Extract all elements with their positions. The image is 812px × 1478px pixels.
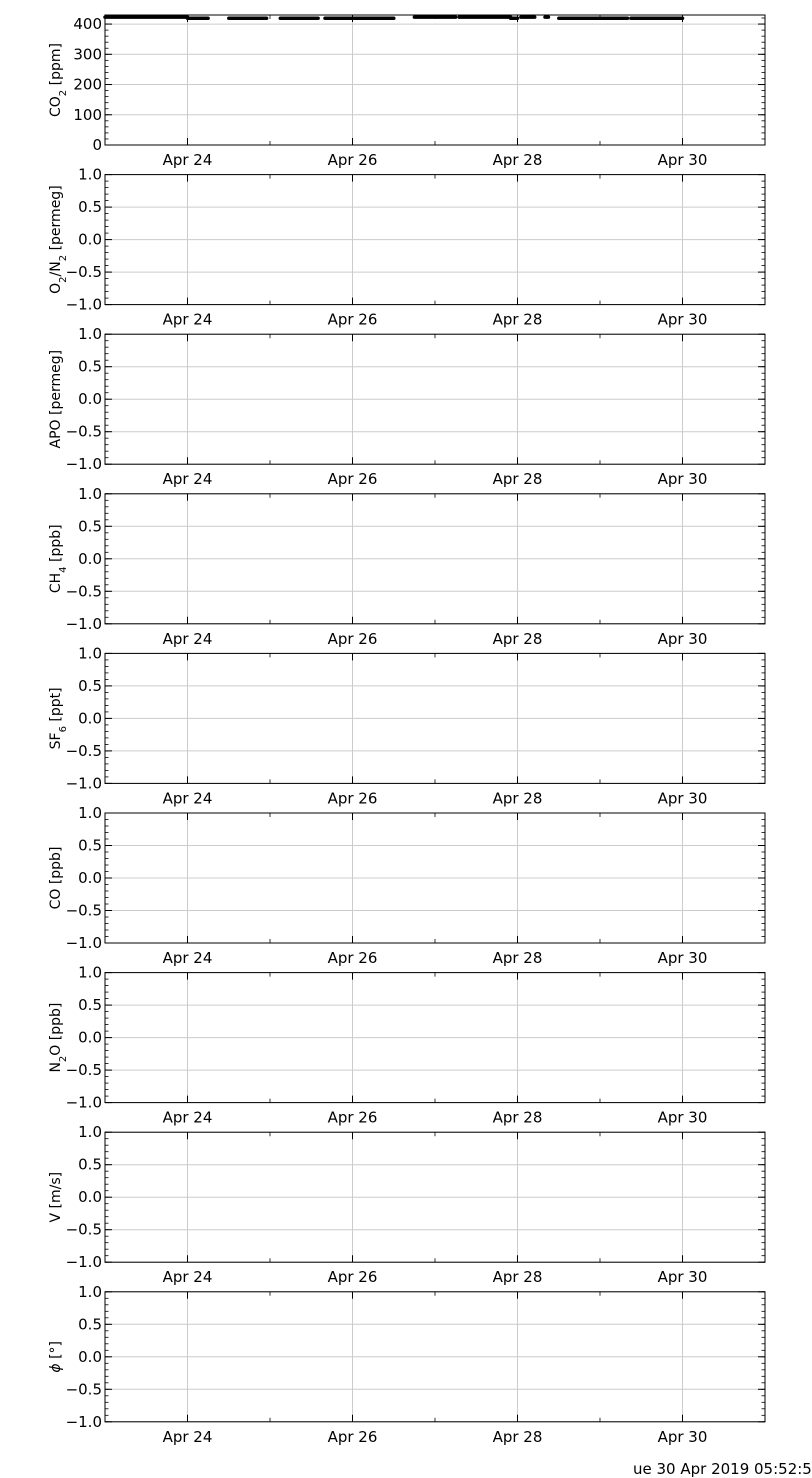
y-tick-label: 0.5: [78, 836, 102, 855]
x-tick-label: Apr 28: [492, 789, 543, 808]
y-tick-label: 0.5: [78, 198, 102, 217]
panel-7: [48, 964, 765, 1127]
x-tick-label: Apr 30: [657, 310, 708, 329]
panel-8: [48, 1123, 765, 1286]
x-tick-label: Apr 26: [327, 310, 378, 329]
x-tick-label: Apr 30: [657, 949, 708, 967]
y-tick-label: 1.0: [78, 484, 102, 503]
y-axis-label: APO [permeg]: [48, 349, 64, 449]
y-tick-label: 0.5: [78, 1155, 102, 1174]
x-tick-label: Apr 26: [327, 629, 378, 648]
x-tick-label: Apr 24: [162, 629, 213, 648]
x-tick-label: Apr 24: [162, 789, 213, 808]
panel-1: [48, 15, 765, 169]
panels-group: [48, 15, 765, 1446]
y-tick-label: 1.0: [78, 1282, 102, 1301]
y-tick-label: 0.0: [78, 1347, 102, 1366]
y-tick-label: −1.0: [65, 1093, 102, 1112]
y-tick-label: 0.5: [78, 676, 102, 695]
timestamp-footer: ue 30 Apr 2019 05:52:5: [633, 1460, 812, 1478]
y-axis-label: $SF_6$ [ppt]: [48, 687, 69, 750]
y-tick-label: 1.0: [78, 804, 102, 822]
x-tick-label: Apr 26: [327, 949, 378, 967]
y-tick-label: −0.5: [65, 422, 102, 441]
y-tick-label: 400: [73, 15, 102, 34]
y-tick-label: −0.5: [65, 1380, 102, 1399]
y-tick-label: 0.0: [78, 1028, 102, 1047]
x-tick-label: Apr 24: [162, 470, 213, 489]
y-tick-label: −1.0: [65, 455, 102, 474]
x-tick-label: Apr 30: [657, 629, 708, 648]
y-tick-label: −1.0: [65, 1253, 102, 1272]
x-tick-label: Apr 24: [162, 1268, 213, 1287]
y-tick-label: 0.0: [78, 549, 102, 568]
y-tick-label: 1.0: [78, 165, 102, 184]
y-axis-label: ϕ [°]: [48, 1340, 64, 1373]
y-tick-label: 0.0: [78, 230, 102, 249]
x-tick-label: Apr 26: [327, 470, 378, 489]
y-tick-label: 0.5: [78, 517, 102, 536]
y-tick-label: −0.5: [65, 741, 102, 760]
y-tick-label: −1.0: [65, 774, 102, 793]
x-tick-label: Apr 24: [162, 151, 213, 169]
y-tick-label: 200: [73, 75, 102, 94]
y-tick-label: −1.0: [65, 1412, 102, 1431]
panel-5: [48, 644, 765, 807]
panel-2: [48, 166, 765, 329]
panel-6: [48, 804, 765, 967]
x-tick-label: Apr 30: [657, 1108, 708, 1127]
x-tick-label: Apr 28: [492, 470, 543, 489]
x-tick-label: Apr 26: [327, 789, 378, 808]
panel-4: [48, 485, 765, 648]
y-tick-label: −1.0: [65, 934, 102, 952]
x-tick-label: Apr 30: [657, 470, 708, 489]
x-tick-label: Apr 28: [492, 629, 543, 648]
x-tick-label: Apr 28: [492, 310, 543, 329]
y-tick-label: 100: [73, 105, 102, 124]
y-axis-label: $CO_2$ [ppm]: [48, 43, 69, 117]
y-tick-label: 0.0: [78, 869, 102, 887]
y-tick-label: −0.5: [65, 901, 102, 920]
y-axis-label: CO [ppb]: [48, 846, 64, 910]
y-tick-label: 0.0: [78, 1188, 102, 1207]
y-tick-label: 0.5: [78, 357, 102, 376]
y-tick-label: 1.0: [78, 963, 102, 982]
x-tick-label: Apr 24: [162, 1108, 213, 1127]
y-tick-label: 1.0: [78, 1123, 102, 1142]
x-tick-label: Apr 24: [162, 949, 213, 967]
x-tick-label: Apr 26: [327, 1108, 378, 1127]
x-tick-label: Apr 28: [492, 1268, 543, 1287]
y-tick-label: 0.0: [78, 390, 102, 409]
y-axis-label: V [m/s]: [48, 1171, 64, 1223]
axes-frame: [105, 15, 765, 145]
y-tick-label: 0.5: [78, 996, 102, 1015]
y-tick-label: 0.0: [78, 709, 102, 728]
y-tick-label: −1.0: [65, 614, 102, 633]
y-tick-label: −0.5: [65, 263, 102, 282]
x-tick-label: Apr 30: [657, 1268, 708, 1287]
y-tick-label: −0.5: [65, 582, 102, 601]
y-tick-label: 1.0: [78, 644, 102, 663]
x-tick-label: Apr 30: [657, 789, 708, 808]
x-tick-label: Apr 24: [162, 1427, 213, 1446]
x-tick-label: Apr 30: [657, 1427, 708, 1446]
y-axis-label: $CH_4$ [ppb]: [48, 524, 69, 594]
x-tick-label: Apr 30: [657, 151, 708, 169]
panel-3: [48, 325, 765, 488]
y-tick-label: 1.0: [78, 325, 102, 344]
x-tick-label: Apr 28: [492, 949, 543, 967]
x-tick-label: Apr 28: [492, 1108, 543, 1127]
x-tick-label: Apr 26: [327, 1268, 378, 1287]
y-axis-label: $N_2O$ [ppb]: [48, 1002, 69, 1073]
x-tick-label: Apr 26: [327, 1427, 378, 1446]
y-tick-label: 300: [73, 45, 102, 64]
y-tick-label: 0: [92, 136, 102, 154]
y-tick-label: −0.5: [65, 1061, 102, 1080]
y-tick-label: −0.5: [65, 1220, 102, 1239]
x-tick-label: Apr 26: [327, 151, 378, 169]
y-tick-label: 0.5: [78, 1315, 102, 1334]
y-axis-label: $O_2/N_2$ [permeg]: [48, 185, 69, 294]
x-tick-label: Apr 28: [492, 151, 543, 169]
x-tick-label: Apr 24: [162, 310, 213, 329]
panel-9: [48, 1283, 765, 1446]
y-tick-label: −1.0: [65, 295, 102, 314]
x-tick-label: Apr 28: [492, 1427, 543, 1446]
